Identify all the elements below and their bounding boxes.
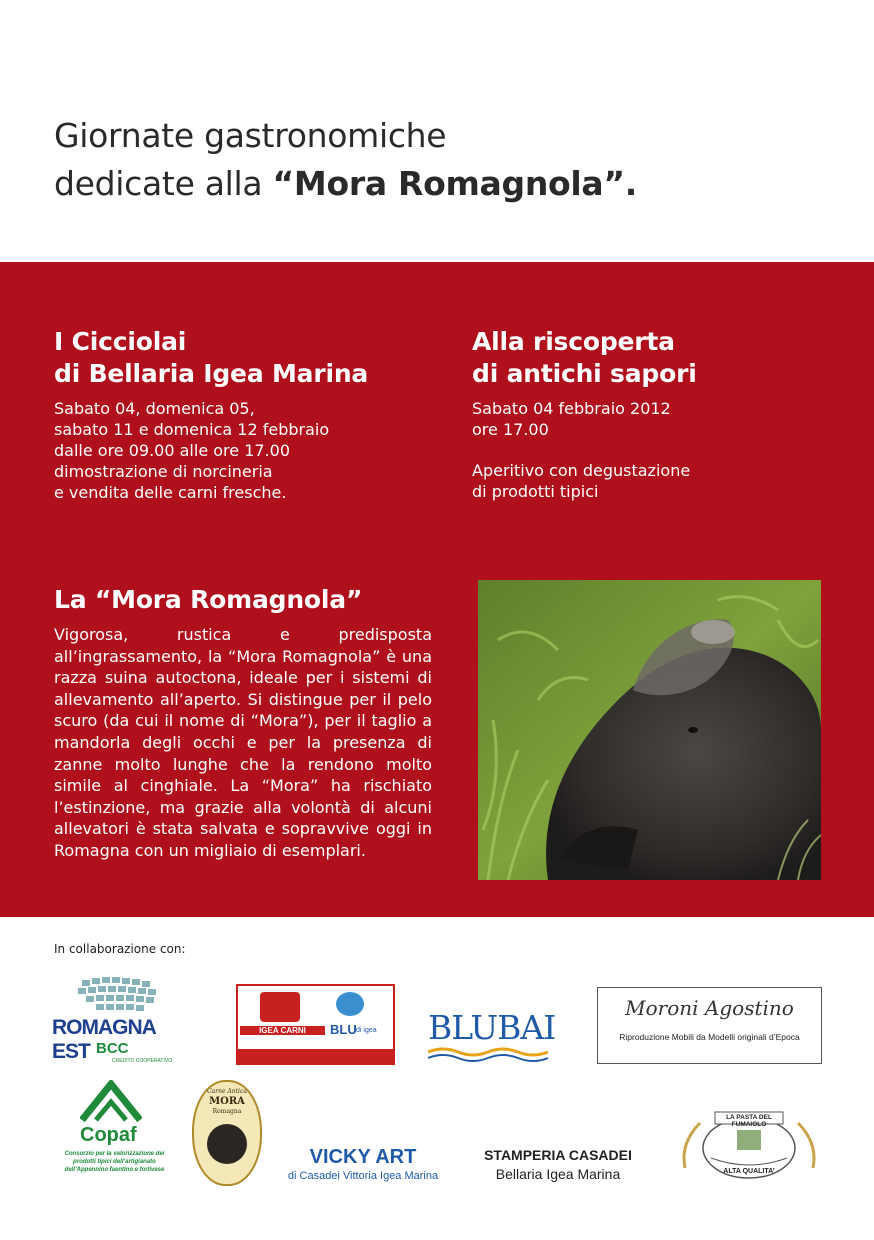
- event1-line: dalle ore 09.00 alle ore 17.00: [54, 441, 290, 460]
- event2-desc-line2: di prodotti tipici: [472, 482, 599, 501]
- vicky-art-sub: di Casadei Vittoria Igea Marina: [287, 1170, 439, 1182]
- title-line-1: Giornate gastronomiche: [54, 116, 447, 155]
- moroni-tagline: Riproduzione Mobili da Modelli originali d’Epoca: [619, 1032, 800, 1042]
- page-title: [54, 112, 637, 208]
- pasta-top-text: LA PASTA DEL FUMAIOLO: [726, 1114, 772, 1128]
- blu-name: BLU: [330, 1022, 357, 1037]
- copaf-line: Consorzio per la valorizzazione dei: [64, 1151, 165, 1157]
- title-bold: “Mora Romagnola”.: [272, 164, 638, 203]
- romagna-est-mark: [52, 976, 197, 1016]
- pasta-fumaiolo-logo: [675, 1108, 823, 1186]
- igea-carni-mark: [260, 992, 300, 1022]
- red-band: [0, 262, 874, 917]
- mora-paragraph: Vigorosa, rustica e predisposta all’ingrassamento, la “Mora Romagnola” è una razza suina autoctona, ideale per i sistemi di allevamento all’aperto. Si distingue per il pelo scuro (da cui il nome di “Mora”), per il taglio a mandorla degli occhi e per la presenza di zanne molto lunghe che la rendono molto simile al cinghiale. La “Mora” ha rischiato l’estinzione, ma grazie alla volontà di alcuni allevatori è stata salvata e sopravvive oggi in Romagna con un migliaio di esemplari.: [54, 625, 432, 860]
- igea-carni-logo: [236, 984, 395, 1065]
- stamperia-sub: Bellaria Igea Marina: [495, 1166, 621, 1182]
- mora-seal-logo: [192, 1080, 262, 1186]
- romagna-est-sub: BCC: [96, 1040, 129, 1057]
- vicky-art-logo: [278, 1146, 448, 1186]
- event2-heading: [472, 326, 697, 390]
- copaf-name: Copaf: [80, 1124, 137, 1146]
- pasta-bottom-text: ALTA QUALITA’: [723, 1168, 775, 1175]
- mora-seal-top: Carne Antica: [207, 1088, 247, 1095]
- fish-icon: [336, 992, 364, 1016]
- event1-heading-line2: di Bellaria Igea Marina: [54, 359, 369, 388]
- stamperia-name: STAMPERIA CASADEI: [484, 1147, 632, 1163]
- vicky-art-name: VICKY ART: [309, 1146, 417, 1168]
- mora-heading: La “Mora Romagnola”: [54, 585, 363, 614]
- title-line-2: [54, 160, 637, 208]
- blubai-logo: [428, 1008, 558, 1064]
- mora-seal-name: MORA: [209, 1096, 245, 1107]
- romagna-est-tiny: CREDITO COOPERATIVO: [112, 1058, 173, 1064]
- title-prefix: dedicate alla: [54, 164, 273, 203]
- blubai-name: BLUBAI: [428, 1008, 556, 1047]
- event2-date-line1: Sabato 04 febbraio 2012: [472, 399, 671, 418]
- event1-line: sabato 11 e domenica 12 febbraio: [54, 420, 330, 439]
- event2-description: [472, 460, 690, 502]
- event2-heading-line2: di antichi sapori: [472, 359, 697, 388]
- event2-date: [472, 398, 671, 440]
- copaf-subtitle: [52, 1150, 177, 1174]
- event1-heading-line1: I Cicciolai: [54, 327, 187, 356]
- romagna-est-logo: [52, 976, 197, 1068]
- event2-date-line2: ore 17.00: [472, 420, 549, 439]
- copaf-line: dell’Appennino faentino e forlivese: [64, 1167, 165, 1173]
- mora-seal-sub: Romagna: [212, 1108, 242, 1115]
- event2-heading-line1: Alla riscoperta: [472, 327, 675, 356]
- collab-label: In collaborazione con:: [54, 942, 186, 956]
- copaf-logo: [52, 1080, 177, 1184]
- stamperia-logo: [466, 1147, 650, 1187]
- moroni-script: Moroni Agostino: [625, 996, 794, 1020]
- moroni-logo: [597, 987, 822, 1064]
- romagna-est-name: ROMAGNA EST: [52, 1016, 156, 1063]
- igea-carni-name: IGEA CARNI: [240, 1026, 325, 1035]
- pig-face-icon: [207, 1124, 247, 1164]
- blubai-waves: [428, 1046, 548, 1062]
- event1-heading: [54, 326, 368, 390]
- copaf-line: prodotti tipici dell’artigianato: [73, 1159, 156, 1165]
- event1-line: e vendita delle carni fresche.: [54, 483, 287, 502]
- pig-photo: [478, 580, 821, 880]
- copaf-roof-icon: [80, 1080, 142, 1122]
- event2-desc-line1: Aperitivo con degustazione: [472, 461, 691, 480]
- igea-carni-footer-bar: [238, 1049, 393, 1063]
- event1-details: [54, 398, 329, 503]
- blu-suffix: di igea: [356, 1027, 377, 1034]
- event1-line: dimostrazione di norcineria: [54, 462, 273, 481]
- event1-line: Sabato 04, domenica 05,: [54, 399, 255, 418]
